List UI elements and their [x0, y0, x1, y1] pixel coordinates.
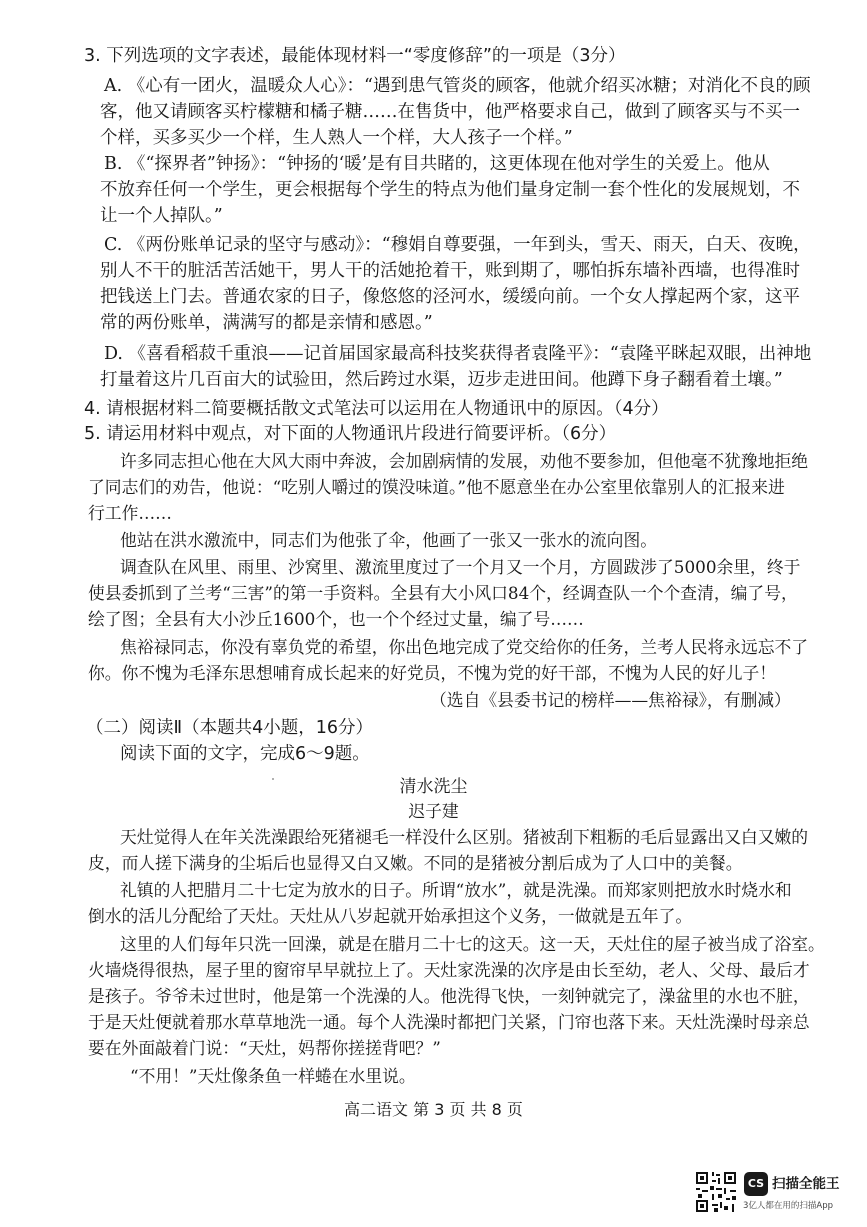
- q3-option-c-line4: 常的两份账单，满满写的都是亲情和感恩。”: [100, 313, 433, 333]
- q3-option-d-line2: 打量着这片几百亩大的试验田，然后跨过水渠，迈步走进田间。他蹲下身子翻看着土壤。”: [100, 370, 783, 390]
- excerpt-p3-line2: 使县委抓到了兰考“三害”的第一手资料。全县有大小风口84个，经调查队一个个查清，编了号，: [88, 583, 798, 603]
- q3-option-c-line3: 把钱送上门去。普通农家的日子，像悠悠的泾河水，缓缓向前。一个女人撑起两个家，这平: [100, 287, 800, 307]
- q5-stem: 5. 请运用材料中观点，对下面的人物通讯片段进行简要评析。（6分）: [84, 424, 617, 444]
- excerpt-p3-line3: 绘了图；全县有大小沙丘1600个，也一个个经过丈量，编了号……: [88, 609, 584, 629]
- q3-option-a-line2: 客，他又请顾客买柠檬糖和橘子糖……在售货中，他严格要求自己，做到了顾客买与不买一: [100, 102, 800, 122]
- excerpt-p2: 他站在洪水激流中，同志们为他张了伞，他画了一张又一张水的流向图。: [120, 530, 658, 550]
- q3-option-c-line1: C. 《两份账单记录的坚守与感动》：“穆娟自尊要强，一年到头，雪天、雨天，白天、夜晚，: [104, 235, 811, 255]
- scanner-brand-name: 扫描全能王: [772, 1176, 840, 1192]
- section2-instruction: 阅读下面的文字，完成6～9题。: [120, 744, 370, 764]
- q3-stem: 3. 下列选项的文字表述，最能体现材料一“零度修辞”的一项是（3分）: [84, 46, 626, 66]
- story-p3-line3: 是孩子。爷爷未过世时，他是第一个洗澡的人。他洗得飞快，一刻钟就完了，澡盆里的水也不脏，: [88, 986, 810, 1006]
- excerpt-source: （选自《县委书记的榜样——焦裕禄》，有删减）: [430, 690, 791, 710]
- story-p4: “不用！”天灶像条鱼一样蜷在水里说。: [130, 1066, 416, 1086]
- excerpt-p1-line2: 了同志们的劝告，他说：“吃别人嚼过的馍没味道。”他不愿意坐在办公室里依靠别人的汇报来进: [88, 477, 785, 497]
- scanner-tagline: 3亿人都在用的扫描App: [743, 1201, 834, 1211]
- q3-option-b-line1: B. 《“探界者”钟扬》：“钟扬的‘暖’是有目共睹的，这更体现在他对学生的关爱上。他从: [104, 154, 770, 174]
- section2-heading: （二）阅读Ⅱ（本题共4小题，16分）: [86, 718, 374, 738]
- story-p3-line2: 火墙烧得很热，屋子里的窗帘早早就拉上了。天灶家洗澡的次序是由长至幼，老人、父母、最后才: [88, 960, 810, 980]
- story-p2-line2: 倒水的活儿分配给了天灶。天灶从八岁起就开始承担这个义务，一做就是五年了。: [88, 906, 693, 926]
- story-p3-line5: 要在外面敲着门说：“天灶，妈帮你搓搓背吧？”: [88, 1038, 441, 1058]
- qr-code-icon: [694, 1170, 738, 1214]
- story-p1-line2: 皮，而人搓下满身的尘垢后也显得又白又嫩。不同的是猪被分割后成为了人口中的美餐。: [88, 853, 743, 873]
- excerpt-p3-line1: 调查队在风里、雨里、沙窝里、激流里度过了一个月又一个月，方圆跋涉了5000余里，终于: [120, 557, 801, 577]
- excerpt-p4-line2: 你。你不愧为毛泽东思想哺育成长起来的好党员，不愧为党的好干部，不愧为人民的好儿子！: [88, 663, 777, 683]
- story-title: 清水洗尘: [399, 777, 468, 797]
- excerpt-p1-line3: 行工作……: [88, 503, 172, 523]
- story-author: 迟子建: [408, 801, 459, 821]
- excerpt-p1-line1: 许多同志担心他在大风大雨中奔波，会加剧病情的发展，劝他不要参加，但他毫不犹豫地拒绝: [120, 451, 809, 471]
- q3-option-a-line3: 个样，买多买少一个样，生人熟人一个样，大人孩子一个样。”: [100, 128, 573, 148]
- story-p3-line1: 这里的人们每年只洗一回澡，就是在腊月二十七的这天。这一天，天灶住的屋子被当成了浴室。: [120, 934, 825, 954]
- story-p1-line1: 天灶觉得人在年关洗澡跟给死猪褪毛一样没什么区别。猪被刮下粗粝的毛后显露出又白又嫩的: [120, 827, 809, 847]
- q3-option-d-line1: D. 《喜看稻菽千重浪——记首届国家最高科技奖获得者袁隆平》：“袁隆平眯起双眼，出神地: [104, 344, 812, 364]
- q3-option-b-line3: 让一个人掉队。”: [100, 206, 223, 226]
- q3-option-a-line1: A. 《心有一团火，温暖众人心》：“遇到患气管炎的顾客，他就介绍买冰糖；对消化不良的顾: [104, 76, 811, 96]
- story-p3-line4: 于是天灶便就着那水草草地洗一通。每个人洗澡时都把门关紧，门帘也落下来。天灶洗澡时母亲总: [88, 1012, 810, 1032]
- scanner-logo-icon: CS: [744, 1172, 768, 1196]
- q4-stem: 4. 请根据材料二简要概括散文式笔法可以运用在人物通讯中的原因。（4分）: [84, 399, 669, 419]
- q3-option-c-line2: 别人不干的脏活苦活她干，男人干的活她抢着干，账到期了，哪怕拆东墙补西墙，也得准时: [100, 261, 800, 281]
- story-p2-line1: 礼镇的人把腊月二十七定为放水的日子。所谓“放水”，就是洗澡。而郑家则把放水时烧水和: [120, 880, 792, 900]
- page-footer: 高二语文 第 3 页 共 8 页: [344, 1100, 523, 1119]
- q3-option-b-line2: 不放弃任何一个学生，更会根据每个学生的特点为他们量身定制一套个性化的发展规划，不: [100, 180, 800, 200]
- excerpt-p4-line1: 焦裕禄同志，你没有辜负党的希望，你出色地完成了党交给你的任务，兰考人民将永远忘不了: [120, 637, 809, 657]
